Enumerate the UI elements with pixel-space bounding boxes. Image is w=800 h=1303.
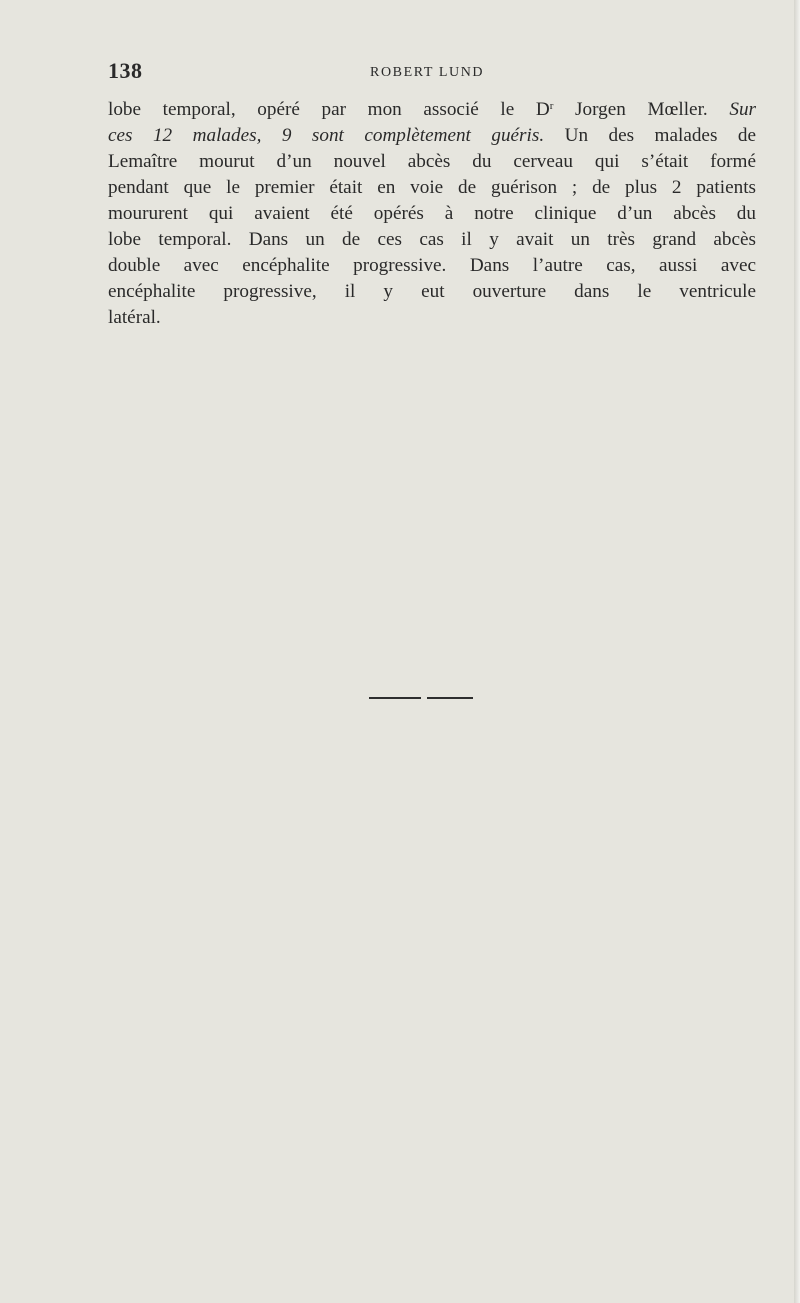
separator-rule <box>427 697 473 699</box>
text-line: pendant que le premier était en voie de guérison ; de plus 2 patients <box>108 177 756 198</box>
italic-text: ces 12 malades, 9 sont complètement guéris. <box>108 125 545 146</box>
separator-rule <box>369 697 421 699</box>
superscript: r <box>549 100 554 112</box>
page-edge <box>794 0 800 1303</box>
page-header <box>108 58 756 88</box>
text-line: Lemaître mourut d’un nouvel abcès du cerveau qui s’était formé <box>108 151 756 172</box>
text-line: lobe temporal, opéré par mon associé le $D^r$ Jorgen Mœller. Sur <box>108 99 756 120</box>
text-line: encéphalite progressive, il y eut ouverture dans le ventricule <box>108 281 756 302</box>
section-separator <box>369 697 473 700</box>
italic-text: Sur <box>729 99 756 120</box>
running-head: ROBERT LUND <box>370 65 485 80</box>
text-line: double avec encéphalite progressive. Dans l’autre cas, aussi avec <box>108 255 756 276</box>
text-line: lobe temporal. Dans un de ces cas il y avait un très grand abcès <box>108 229 756 250</box>
body-paragraph <box>108 97 756 331</box>
text-line: ces 12 malades, 9 sont complètement guéris. Un des malades de <box>108 125 756 146</box>
page-number: 138 <box>108 58 143 83</box>
text-line: latéral. <box>108 307 161 328</box>
text-line: moururent qui avaient été opérés à notre clinique d’un abcès du <box>108 203 756 224</box>
